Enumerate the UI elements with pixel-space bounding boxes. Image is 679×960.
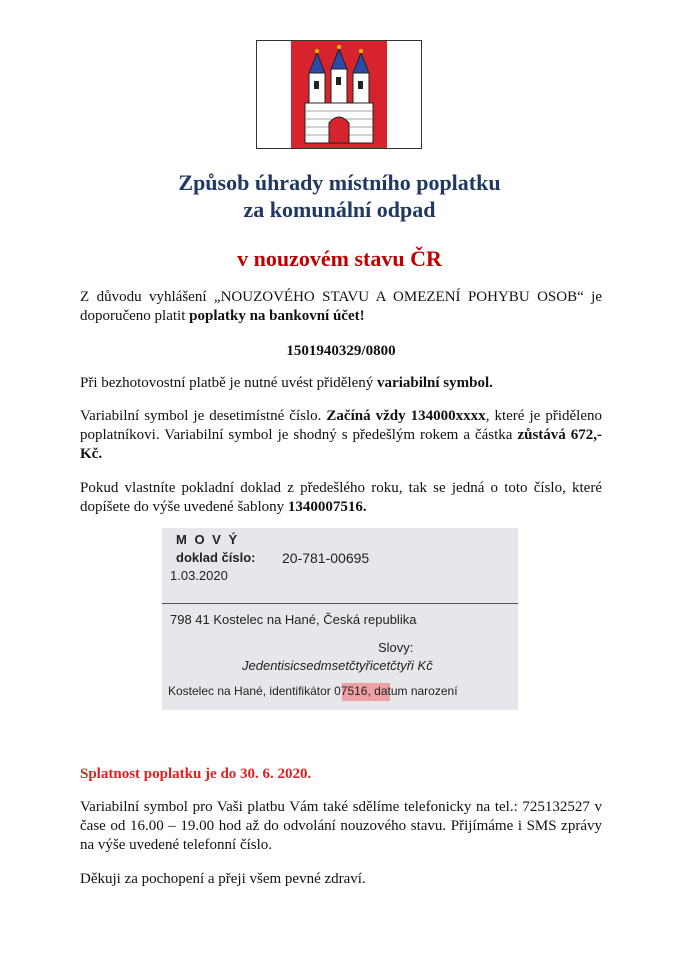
receipt-number: 20-781-00695: [282, 550, 370, 566]
identifier-value: 07516: [334, 684, 368, 698]
receipt-text: Pokud vlastníte pokladní doklad z předešlého roku, tak se jedná o toto číslo, které dopíšete do výše uvedené šablony: [80, 480, 602, 515]
title-line-1: Způsob úhrady místního poplatku: [178, 170, 501, 195]
vs-text-2: , které je přiděleno poplatníkovi. Variabilní symbol je shodný s předešlým rokem a částka: [80, 408, 603, 443]
paragraph-variable-symbol: [80, 407, 602, 464]
identifier-rest: , datum narození: [367, 684, 458, 698]
receipt-date: 1.03.2020: [170, 568, 228, 583]
title-line-2: za komunální odpad: [243, 197, 436, 222]
due-date: Splatnost poplatku je do 30. 6. 2020.: [80, 766, 312, 782]
coat-of-arms: [256, 40, 422, 149]
paragraph-intro: [80, 288, 602, 326]
receipt-identifier-line: [168, 684, 458, 698]
receipt-words-label: Slovy:: [378, 640, 414, 655]
vs-text-1: Variabilní symbol je desetimístné číslo.: [80, 408, 327, 424]
intro-bold: poplatky na bankovní účet!: [189, 308, 365, 324]
bank-account: 1501940329/0800: [286, 343, 396, 359]
paragraph-receipt: [80, 479, 602, 517]
paragraph-symbol: [80, 374, 602, 393]
receipt-bold: 1340007516.: [287, 499, 367, 515]
vs-bold-1: Začíná vždy 134000xxxx: [326, 408, 486, 424]
symbol-bold: variabilní symbol.: [377, 375, 493, 391]
receipt-photo: [162, 528, 518, 710]
symbol-text: Při bezhotovostní platbě je nutné uvést přidělený: [80, 375, 378, 391]
paragraph-phone: Variabilní symbol pro Vaši platbu Vám také sdělíme telefonicky na tel.: 725132527 v čase od 16.00 – 19.00 hod až do odvolání nouzového stavu. Přijímáme i SMS zprávy na výše uvedené telefonní číslo.: [80, 799, 602, 853]
receipt-number-label: doklad číslo:: [176, 550, 256, 565]
receipt-header: M O V Ý: [176, 532, 240, 547]
identifier-label: Kostelec na Hané, identifikátor: [168, 684, 331, 698]
intro-text: Z důvodu vyhlášení „NOUZOVÉHO STAVU A OMEZENÍ POHYBU OSOB“ je doporučeno platit: [80, 289, 602, 324]
receipt-divider: [162, 603, 518, 604]
receipt-address: 798 41 Kostelec na Hané, Česká republika: [170, 612, 417, 627]
paragraph-thanks: Děkuji za pochopení a přeji všem pevné zdraví.: [80, 871, 366, 887]
subtitle: v nouzovém stavu ČR: [237, 246, 442, 271]
castle-icon: [291, 41, 387, 148]
receipt-amount-words: Jedentisicsedmsetčtyřicetčtyři Kč: [242, 658, 433, 673]
vs-bold-2: zůstává 672,-Kč.: [80, 427, 603, 462]
